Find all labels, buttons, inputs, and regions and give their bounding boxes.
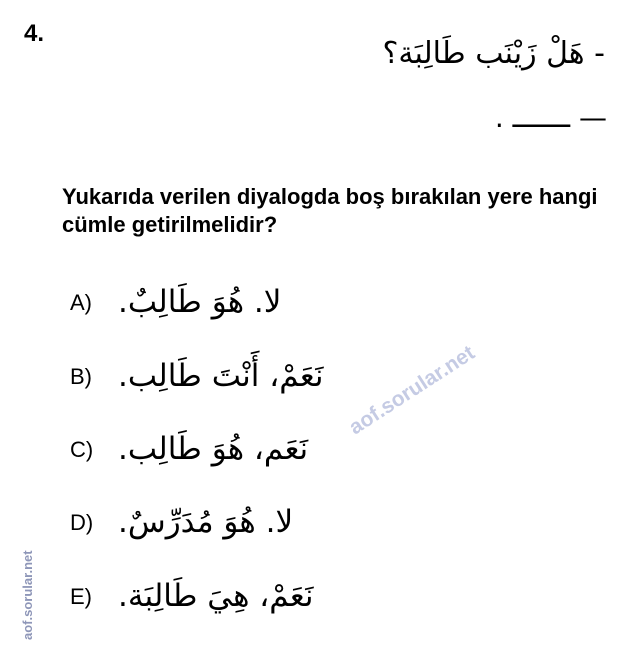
diagonal-watermark: aof.sorular.net bbox=[345, 341, 479, 440]
option-letter: E) bbox=[70, 584, 92, 609]
option-text: لا. هُوَ طَالِبٌ. bbox=[118, 284, 282, 320]
dialog-line-blank: — ـــــــ . bbox=[494, 101, 607, 134]
option-letter: B) bbox=[70, 364, 92, 389]
option-text: نَعَمْ، أَنْتَ طَالِب. bbox=[118, 358, 324, 394]
option-letter: A) bbox=[70, 290, 92, 315]
dialog-line-question: - هَلْ زَيْنَب طَالِبَة؟ bbox=[382, 36, 605, 71]
option-d[interactable] bbox=[70, 498, 390, 548]
option-text: نَعَمْ، هِيَ طَالِبَة. bbox=[118, 578, 314, 614]
question-number: 4. bbox=[24, 20, 45, 47]
option-b[interactable] bbox=[70, 352, 390, 402]
option-text: نَعَم، هُوَ طَالِب. bbox=[118, 431, 309, 467]
option-c[interactable] bbox=[70, 425, 390, 475]
question-prompt: Yukarıda verilen diyalogda boş bırakılan yere hangi cümle getirilmelidir? bbox=[62, 184, 598, 237]
option-letter: C) bbox=[70, 437, 94, 462]
option-a[interactable] bbox=[70, 278, 390, 328]
option-text: لا. هُوَ مُدَرِّسٌ. bbox=[118, 504, 294, 540]
side-watermark: aof.sorular.net bbox=[20, 550, 35, 640]
option-e[interactable] bbox=[70, 572, 390, 622]
option-letter: D) bbox=[70, 510, 94, 535]
